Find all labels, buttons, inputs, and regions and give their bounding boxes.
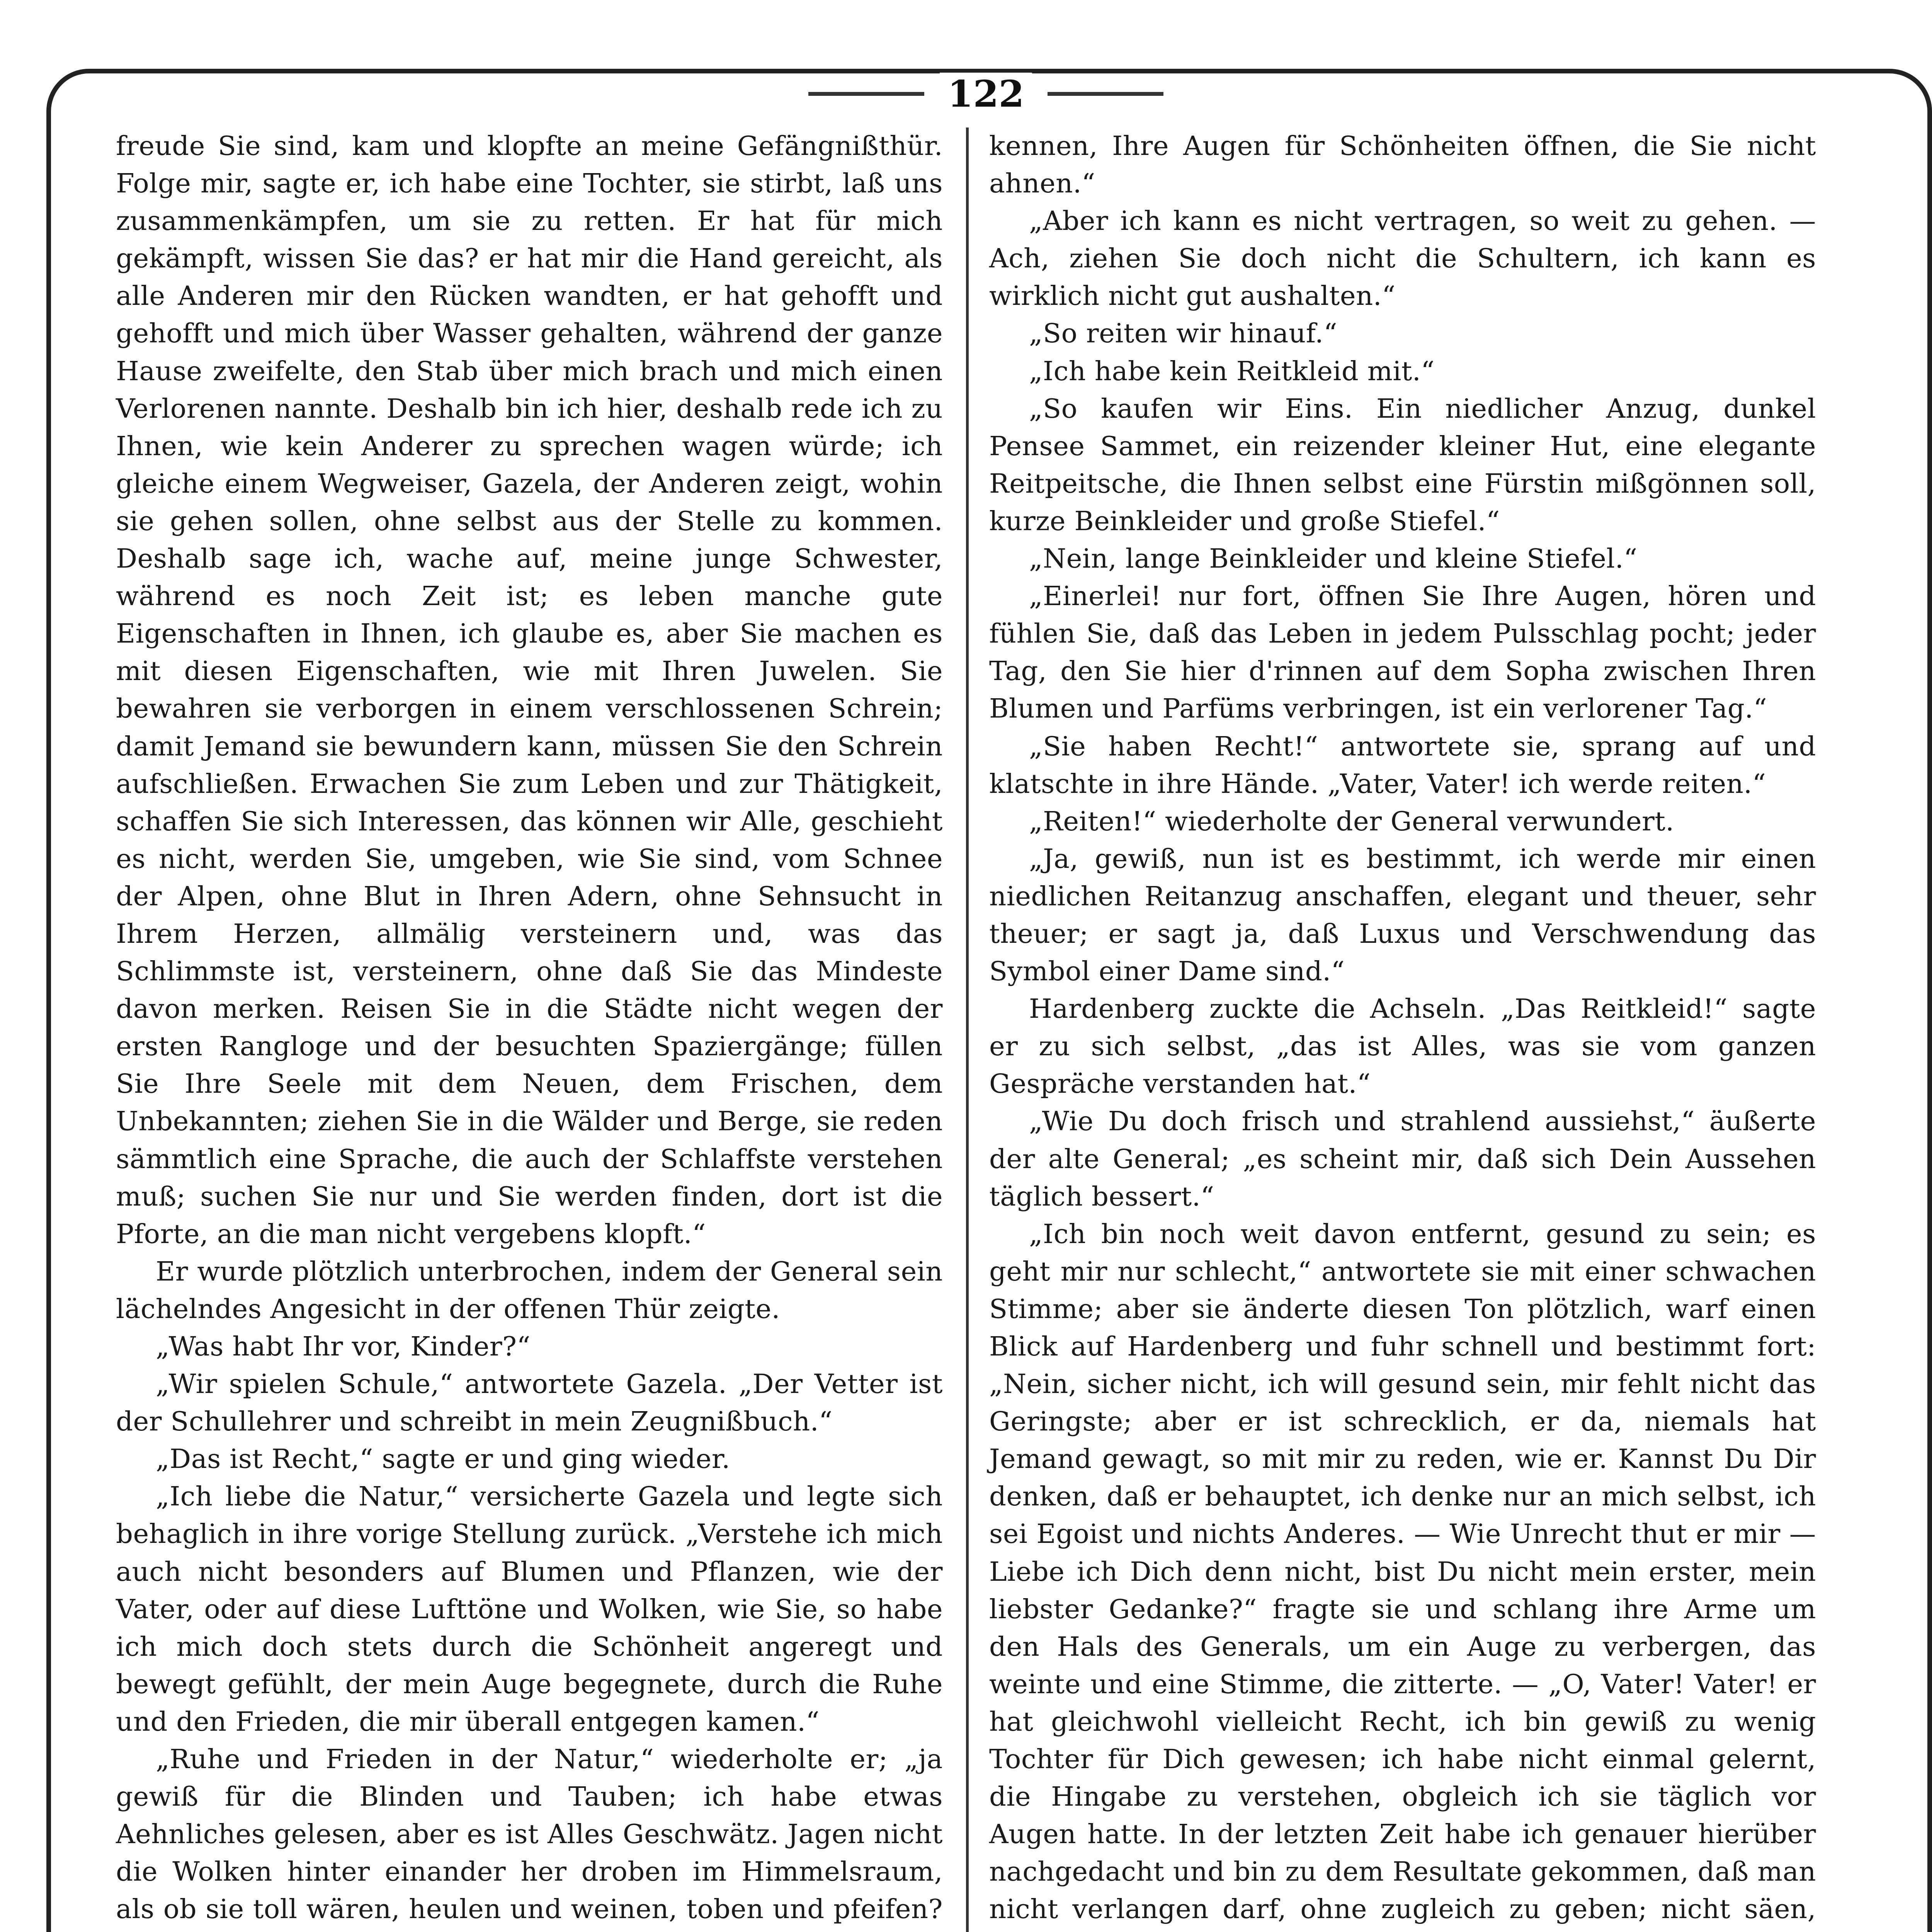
paragraph: „Aber ich kann es nicht vertragen, so weit zu gehen. — Ach, ziehen Sie doch nicht die Schultern, ich kann es wirklich nicht gut aushalten.“ bbox=[989, 206, 1816, 312]
paragraph: „Ich bin noch weit davon entfernt, gesund zu sein; es geht mir nur schlecht,“ antwortete sie mit einer schwachen Stimme; aber sie änderte diesen Ton plötzlich, warf einen Blick auf Hardenberg und fuhr schnell und bestimmt fort: „Nein, sicher nicht, ich will gesund sein, mir fehlt nicht das Geringste; aber er ist schrecklich, er da, niemals hat Jemand gewagt, so mit mir zu reden, wie er. Kannst Du Dir denken, daß er behauptet, ich denke nur an mich selbst, ich sei Egoist und nichts Anderes. — Wie Unrecht thut er mir — Liebe ich Dich denn nicht, bist Du nicht mein erster, mein liebster Gedanke?“ fragte sie und schlang ihre Arme um den Hals des Generals, um ein Auge zu verbergen, das weinte und eine Stimme, die zitterte. — „O, Vater! Vater! er hat gleichwohl vielleicht Recht, ich bin gewiß zu wenig Tochter für Dich gewesen; ich habe nicht einmal gelernt, die Hingabe zu verstehen, obgleich ich sie täglich vor Augen hatte. In der letzten Zeit habe ich genauer hierüber nachgedacht und bin zu dem Resultate gekommen, daß man nicht verlangen darf, ohne zugleich zu geben; nicht säen, bbox=[989, 1218, 1816, 1925]
paragraph: „So kaufen wir Eins. Ein niedlicher Anzug, dunkel Pensee Sammet, ein reizender kleiner Hut, eine elegante Reitpeitsche, die Ihnen selbst eine Fürstin mißgönnen soll, kurze Beinkleider und große Stiefel.“ bbox=[989, 393, 1816, 537]
paragraph: „Das ist Recht,“ sagte er und ging wieder. bbox=[156, 1444, 730, 1475]
paragraph: „Ruhe und Frieden in der Natur,“ wiederholte er; „ja gewiß für die Blinden und Tauben; ich habe etwas Aehnliches gelesen, aber es ist Alles Geschwätz. Jagen nicht die Wolken hinter einander her droben im Himmelsraum, als ob sie toll wären, heulen und weinen, toben und pfeifen? bbox=[116, 1744, 943, 1925]
paragraph: Hardenberg zuckte die Achseln. „Das Reitkleid!“ sagte er zu sich selbst, „das ist Alles, was sie vom ganzen Gespräche verstanden hat.“ bbox=[989, 993, 1816, 1100]
paragraph: kennen, Ihre Augen für Schönheiten öffnen, die Sie nicht ahnen.“ bbox=[989, 131, 1816, 199]
text-column-left bbox=[116, 128, 943, 1932]
paragraph: „Was habt Ihr vor, Kinder?“ bbox=[156, 1331, 531, 1362]
paragraph: freude Sie sind, kam und klopfte an meine Gefängnißthür. Folge mir, sagte er, ich habe eine Tochter, sie stirbt, laß uns zusammenkämpfen, um sie zu retten. Er hat für mich gekämpft, wissen Sie das? er hat mir die Hand gereicht, als alle Anderen mir den Rücken wandten, er hat gehofft und gehofft und mich über Wasser gehalten, während der ganze Hause zweifelte, den Stab über mich brach und mich einen Verlorenen nannte. Deshalb bin ich hier, deshalb rede ich zu Ihnen, wie kein Anderer zu sprechen wagen würde; ich gleiche einem Wegweiser, Gazela, der Anderen zeigt, wohin sie gehen sollen, ohne selbst aus der Stelle zu kommen. Deshalb sage ich, wache auf, meine junge Schwester, während es noch Zeit ist; es leben manche gute Eigenschaften in Ihnen, ich glaube es, aber Sie machen es mit diesen Eigenschaften, wie mit Ihren Juwelen. Sie bewahren sie verborgen in einem verschlossenen Schrein; damit Jemand sie bewundern kann, müssen Sie den Schrein aufschließen. Erwachen Sie zum Leben und zur Thätigkeit, schaffen Sie sich Interessen, das können wir Alle, geschieht es nicht, werden Sie, umgeben, wie Sie sind, vom Schnee der Alpen, ohne Blut in Ihren Adern, ohne Sehnsucht in Ihrem Herzen, allmälig versteinern und, was das Schlimmste ist, versteinern, ohne daß Sie das Mindeste davon merken. Reisen Sie in die Städte nicht wegen der ersten Rangloge und der besuchten Spaziergänge; füllen Sie Ihre Seele mit dem Neuen, dem Frischen, dem Unbekannten; ziehen Sie in die Wälder und Berge, sie reden sämmtlich eine Sprache, die auch der Schlaffste verstehen muß; suchen Sie nur und Sie werden finden, dort ist die Pforte, an die man nicht vergebens klopft.“ bbox=[116, 131, 943, 1250]
paragraph: „Ich habe kein Reitkleid mit.“ bbox=[1029, 355, 1435, 387]
paragraph: Er wurde plötzlich unterbrochen, indem der General sein lächelndes Angesicht in der offenen Thür zeigte. bbox=[116, 1256, 943, 1325]
paragraph: „Wie Du doch frisch und strahlend aussiehst,“ äußerte der alte General; „es scheint mir, daß sich Dein Aussehen täglich bessert.“ bbox=[989, 1106, 1816, 1212]
paragraph: „Wir spielen Schule,“ antwortete Gazela. „Der Vetter ist der Schullehrer und schreibt in mein Zeugnißbuch.“ bbox=[116, 1369, 943, 1437]
header-ornament-left bbox=[808, 92, 924, 96]
paragraph: „Ja, gewiß, nun ist es bestimmt, ich werde mir einen niedlichen Reitanzug anschaffen, elegant und theuer, sehr theuer; er sagt ja, daß Luxus und Verschwendung das Symbol einer Dame sind.“ bbox=[989, 843, 1816, 987]
text-column-right bbox=[989, 128, 1816, 1932]
paragraph: „Einerlei! nur fort, öffnen Sie Ihre Augen, hören und fühlen Sie, daß das Leben in jedem Pulsschlag pocht; jeder Tag, den Sie hier d'rinnen auf dem Sopha zwischen Ihren Blumen und Parfüms verbringen, ist ein verlorener Tag.“ bbox=[989, 581, 1816, 724]
paragraph: „Sie haben Recht!“ antwortete sie, sprang auf und klatschte in ihre Hände. „Vater, Vater! ich werde reiten.“ bbox=[989, 731, 1816, 799]
header-ornament-right bbox=[1048, 92, 1163, 96]
column-divider bbox=[966, 128, 969, 1932]
page-number: 122 bbox=[940, 73, 1032, 116]
paragraph: „Ich liebe die Natur,“ versicherte Gazela und legte sich behaglich in ihre vorige Stellung zurück. „Verstehe ich mich auch nicht besonders auf Blumen und Pflanzen, wie der Vater, oder auf diese Lufttöne und Wolken, wie Sie, so habe ich mich doch stets durch die Schönheit angeregt und bewegt gefühlt, der mein Auge begegnete, durch die Ruhe und den Frieden, die mir überall entgegen kamen.“ bbox=[116, 1481, 943, 1737]
paragraph: „So reiten wir hinauf.“ bbox=[1029, 318, 1338, 349]
paragraph: „Reiten!“ wiederholte der General verwundert. bbox=[1029, 806, 1674, 837]
page-header bbox=[0, 69, 1932, 119]
paragraph: „Nein, lange Beinkleider und kleine Stiefel.“ bbox=[1029, 543, 1638, 575]
